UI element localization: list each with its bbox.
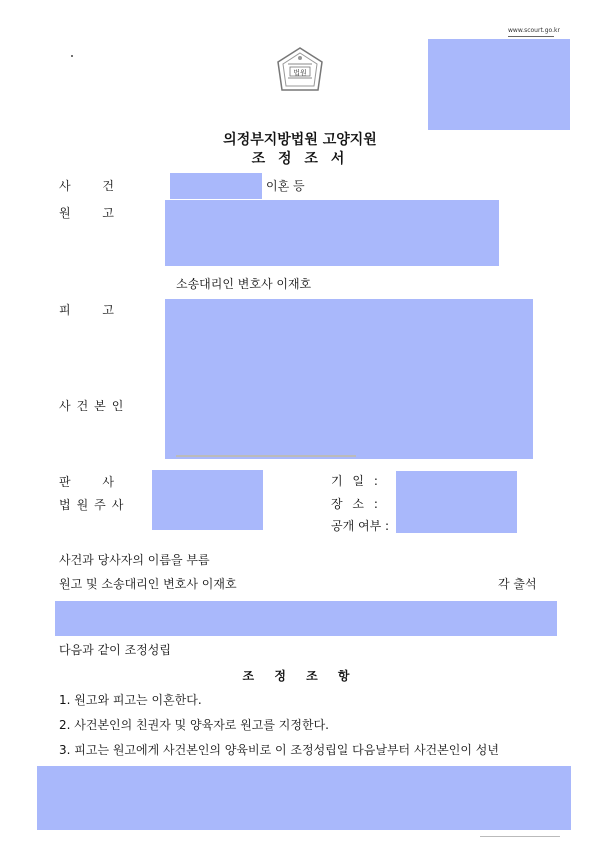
faint-residual-text [176,455,356,457]
court-name: 의정부지방법원 고양지원 [223,132,377,148]
document-title: 조 정 조 서 [251,151,349,167]
terms-heading: 조 정 조 항 [242,669,358,683]
redaction-term-continuation [37,766,571,830]
case-type: 이혼 등 [266,179,305,193]
redaction-case-number [170,173,262,199]
source-url: www.scourt.go.kr [508,27,560,34]
term-item-3: 3. 피고는 원고에게 사건본인의 양육비로 이 조정성립일 다음날부터 사건본인이 성년 [59,743,499,757]
proceedings-result: 다음과 같이 조정성립 [59,643,171,657]
redaction-session-details [396,471,517,533]
case-label: 사 건 [59,179,128,193]
footer-residual-text [480,836,560,837]
redaction-block-header [428,39,570,130]
seal-text: 법원 [293,69,307,77]
public-label: 공개 여부 : [331,519,390,533]
scan-speck [71,55,73,57]
plaintiff-label: 원 고 [59,206,128,220]
attendance-status: 각 출석 [498,577,537,591]
proceedings-attendees: 원고 및 소송대리인 변호사 이재호 [59,577,237,591]
redaction-defendant-principal [165,299,533,459]
url-underline [508,36,554,37]
redaction-attendees [55,601,557,636]
proceedings-call: 사건과 당사자의 이름을 부름 [59,553,210,567]
judge-label: 판 사 [59,475,128,489]
redaction-judge-clerk [152,470,263,530]
defendant-label: 피 고 [59,303,128,317]
redaction-plaintiff [165,200,499,266]
place-label: 장 소 : [331,497,381,511]
date-label: 기 일 : [331,474,381,488]
principal-label: 사건본인 [59,399,130,413]
clerk-label: 법원주사 [59,498,130,512]
court-seal-icon [274,44,326,98]
term-item-2: 2. 사건본인의 친권자 및 양육자로 원고를 지정한다. [59,718,329,732]
term-item-1: 1. 원고와 피고는 이혼한다. [59,693,202,707]
plaintiff-attorney: 소송대리인 변호사 이재호 [176,277,312,291]
